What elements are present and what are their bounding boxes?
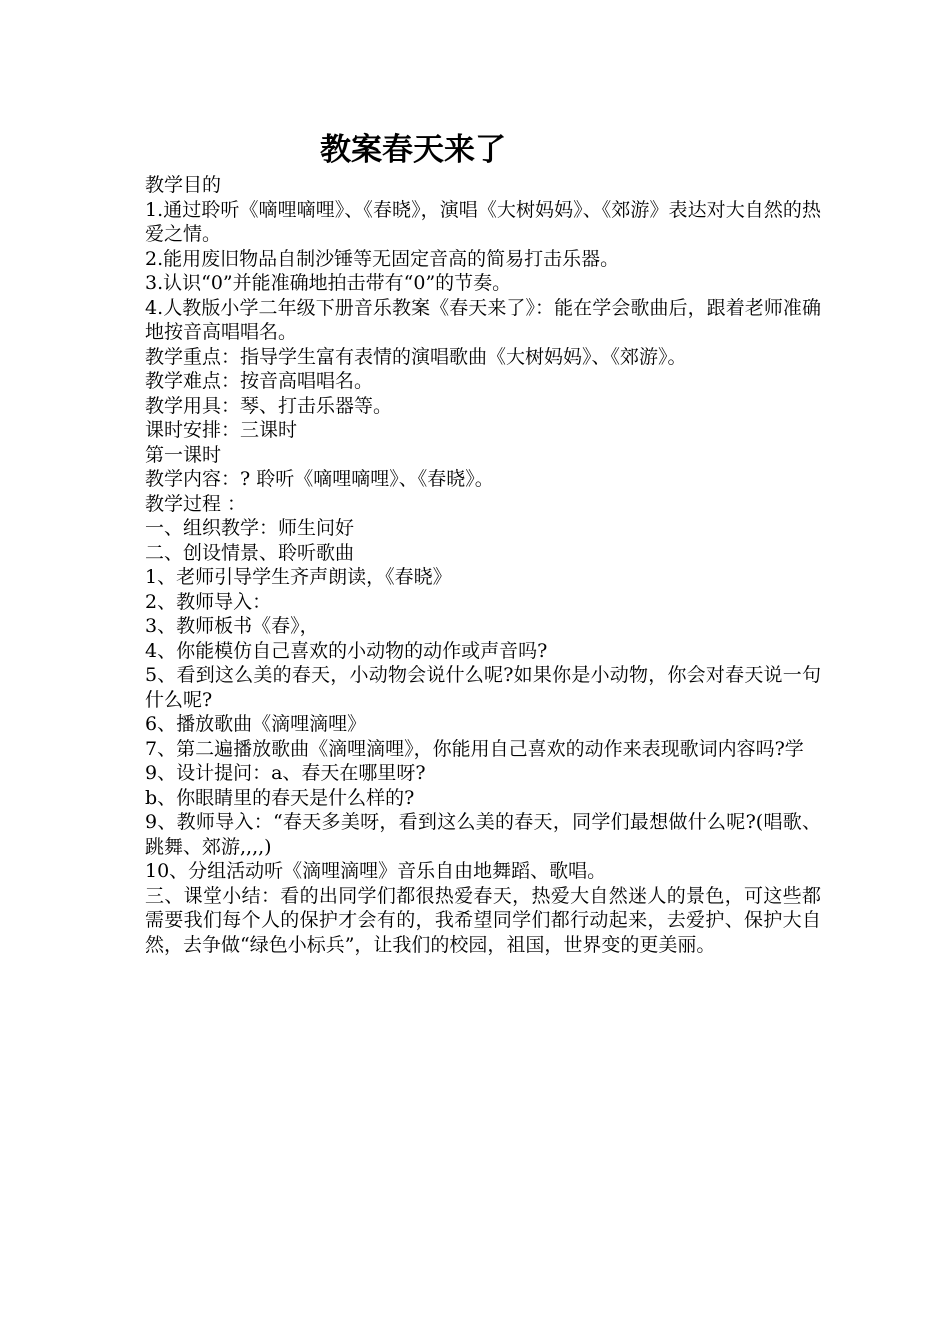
paragraph: 第一课时 [145,443,222,466]
paragraph: 9、设计提问：a、春天在哪里呀? [145,762,426,784]
paragraph: 教学内容：? 聆听《嘀哩嘀哩》、《春晓》。 [145,468,494,490]
paragraph: 2.能用废旧物品自制沙锤等无固定音高的简易打击乐器。 [145,247,620,270]
paragraph: 3.认识“0”并能准确地拍击带有“0”的节奏。 [145,272,512,294]
paragraph: 教学目的 [145,174,222,196]
paragraph: 教学重点：指导学生富有表情的演唱歌曲《大树妈妈》、《郊游》。 [145,345,687,368]
paragraph: 9、教师导入：“春天多美呀，看到这么美的春天，同学们最想做什么呢?(唱歌、跳舞、郊游,,,,) [145,811,821,858]
paragraph: 5、看到这么美的春天，小动物会说什么呢?如果你是小动物，你会对春天说一句什么呢? [145,664,821,711]
paragraph: 6、播放歌曲《滴哩滴哩》 [145,713,367,735]
paragraph: 三、课堂小结：看的出同学们都很热爱春天，热爱大自然迷人的景色，可这些都需要我们每个人的保护才会有的，我希望同学们都行动起来，去爱护、保护大自然，去争做“绿色小标兵”，让我们的校园，祖国，世界变的更美丽。 [145,884,821,956]
document-body [145,173,821,957]
paragraph: 教学用具：琴、打击乐器等。 [145,394,393,417]
paragraph: 3、教师板书《春》， [145,615,319,637]
paragraph: 1、老师引导学生齐声朗读，《春晓》 [145,566,452,588]
paragraph: 二、创设情景、聆听歌曲 [145,541,355,564]
paragraph: 4、你能模仿自己喜欢的小动物的动作或声音吗? [145,639,548,662]
paragraph: 2、教师导入： [145,590,272,613]
paragraph: 1.通过聆听《嘀哩嘀哩》、《春晓》，演唱《大树妈妈》、《郊游》表达对大自然的热爱之情。 [145,198,821,245]
paragraph: 课时安排：三课时 [145,419,298,441]
paragraph: b、你眼睛里的春天是什么样的? [145,786,415,809]
paragraph: 一、组织教学：师生问好 [145,517,355,539]
paragraph: 教学难点：按音高唱唱名。 [145,370,374,392]
paragraph: 4.人教版小学二年级下册音乐教案《春天来了》：能在学会歌曲后，跟着老师准确地按音高唱唱名。 [145,296,821,343]
page-title: 教案春天来了 [320,132,506,168]
paragraph: 教学过程 ： [145,492,247,515]
paragraph: 7、第二遍播放歌曲《滴哩滴哩》，你能用自己喜欢的动作来表现歌词内容吗?学 [145,737,804,760]
paragraph: 10、分组活动听《滴哩滴哩》音乐自由地舞蹈、歌唱。 [145,860,607,882]
